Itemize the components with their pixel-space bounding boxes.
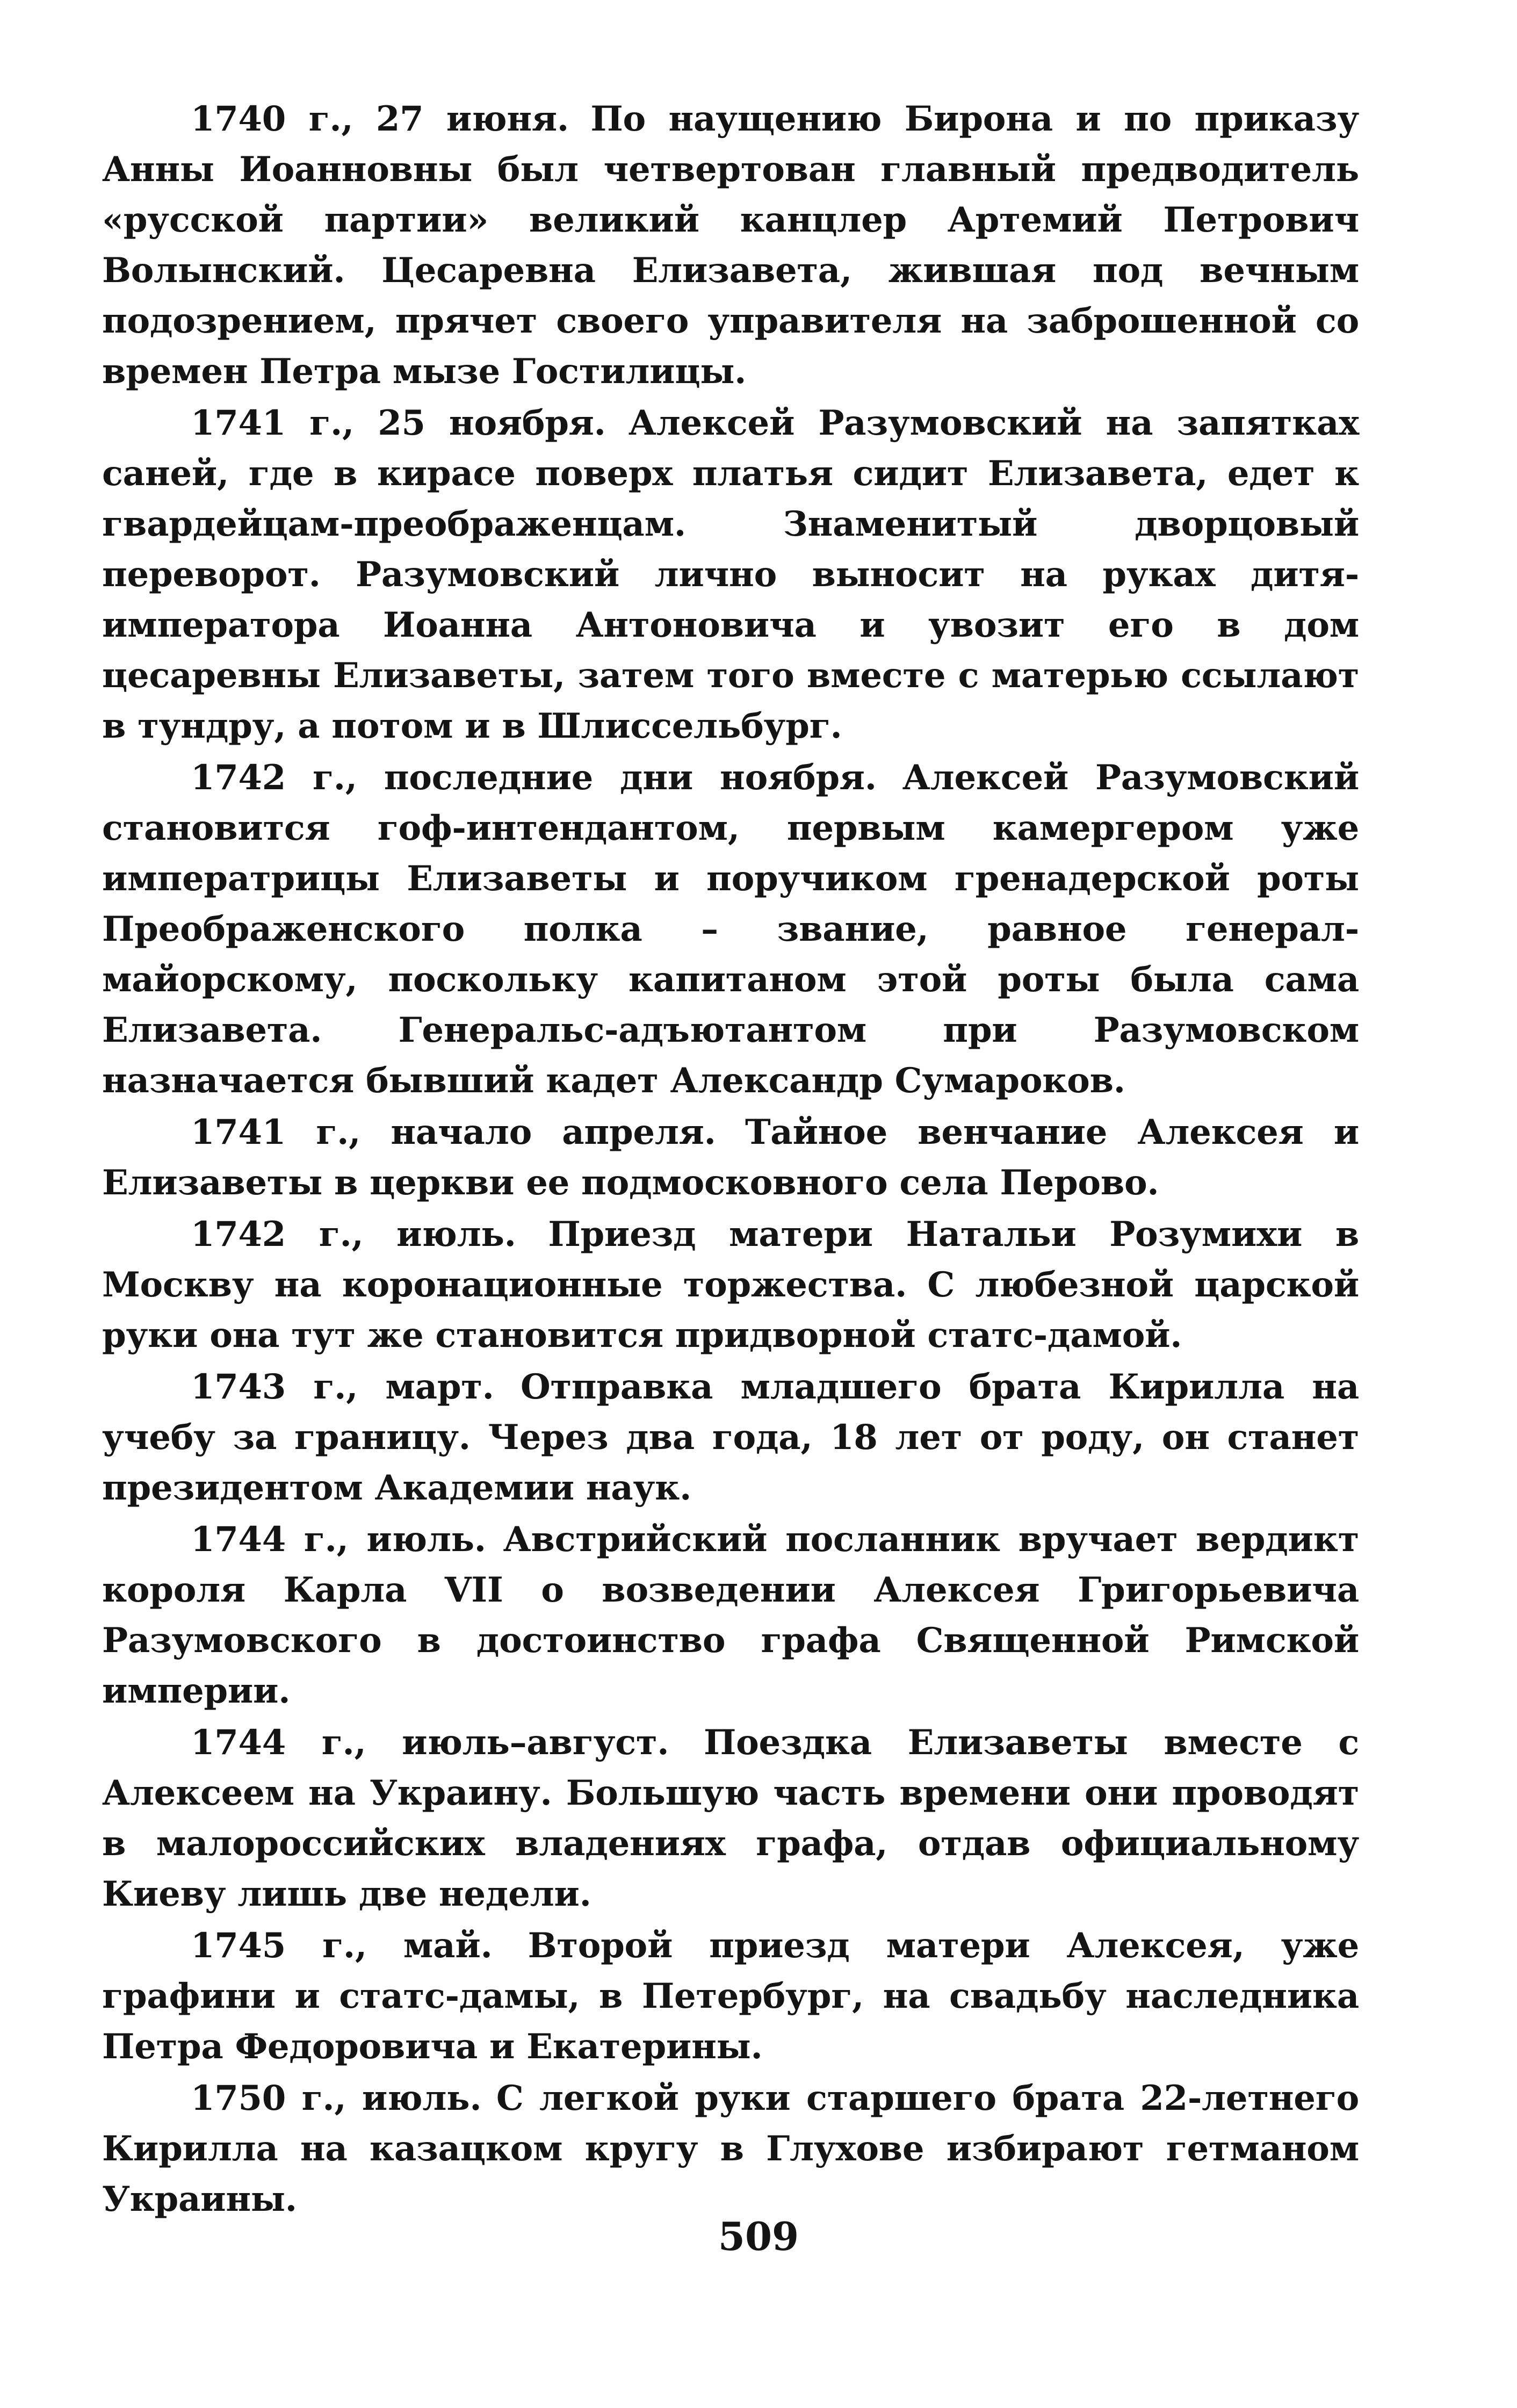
- chronology-entry: [102, 2073, 1359, 2225]
- entry-date: 1742 г., последние дни ноября.: [191, 758, 877, 798]
- chronology-entry: [102, 753, 1359, 1106]
- chronology-entry: [102, 1362, 1359, 1513]
- entry-text: Тайное венчание Алексея и Елизаветы в церкви ее подмосковного села Перово.: [102, 1112, 1359, 1203]
- entry-text: Приезд матери Натальи Розумихи в Москву на коронационные торжества. С любезной царской руки она тут же становится придворной статс-дамой.: [102, 1214, 1359, 1356]
- chronology-entry: [102, 1209, 1359, 1361]
- entry-date: 1740 г., 27 июня.: [191, 99, 569, 139]
- entry-date: 1744 г., июль–август.: [191, 1722, 669, 1763]
- entry-date: 1741 г., начало апреля.: [191, 1112, 716, 1152]
- entry-date: 1741 г., 25 ноября.: [191, 403, 606, 443]
- entry-text: Алексей Разумовский становится гоф-интендантом, первым камергером уже императрицы Елизаветы и поручиком гренадерской роты Преображенского полка – звание, равное генерал-майорскому, поскольку капитаном этой роты была сама Елизавета. Генеральс-адъютантом при Разумовском назначается бывший кадет Александр Сумароков.: [102, 758, 1359, 1101]
- entry-text: Поездка Елизаветы вместе с Алексеем на Украину. Большую часть времени они проводят в малороссийских владениях графа, отдав официальному Киеву лишь две недели.: [102, 1722, 1360, 1914]
- entry-text: С легкой руки старшего брата 22-летнего Кирилла на казацком кругу в Глухове избирают гетманом Украины.: [102, 2078, 1359, 2219]
- entry-text: Отправка младшего брата Кирилла на учебу за границу. Через два года, 18 лет от роду, он станет президентом Академии наук.: [102, 1367, 1359, 1508]
- entry-text: Австрийский посланник вручает вердикт короля Карла VII о возведении Алексея Григорьевича Разумовского в достоинство графа Священной Римской империи.: [102, 1519, 1359, 1711]
- page-body: [102, 94, 1359, 2226]
- entry-date: 1742 г., июль.: [191, 1214, 516, 1255]
- entry-date: 1750 г., июль.: [191, 2078, 482, 2118]
- chronology-entry: [102, 398, 1359, 752]
- chronology-entry: [102, 1107, 1359, 1208]
- chronology-entry: [102, 94, 1359, 397]
- chronology-entry: [102, 1921, 1359, 2072]
- chronology-entry: [102, 1515, 1359, 1717]
- entry-text: Второй приезд матери Алексея, уже графини и статс-дамы, в Петербург, на свадьбу наследника Петра Федоровича и Екатерины.: [102, 1926, 1359, 2067]
- chronology-entry: [102, 1718, 1359, 1920]
- entry-text: По наущению Бирона и по приказу Анны Иоанновны был четвертован главный предводитель «русской партии» великий канцлер Артемий Петрович Волынский. Цесаревна Елизавета, жившая под вечным подозрением, прячет своего управителя на заброшенной со времен Петра мызе Гостилицы.: [102, 99, 1360, 392]
- entry-text: Алексей Разумовский на запятках саней, где в кирасе поверх платья сидит Елизавета, едет к гвардейцам-преображенцам. Знаменитый дворцовый переворот. Разумовский лично выносит на руках дитя-императора Иоанна Антоновича и увозит его в дом цесаревны Елизаветы, затем того вместе с матерью ссылают в тундру, а потом и в Шлиссельбург.: [102, 403, 1359, 746]
- entry-date: 1745 г., май.: [191, 1926, 493, 1966]
- entry-date: 1744 г., июль.: [191, 1519, 486, 1560]
- page-number: 509: [718, 2214, 799, 2259]
- entry-date: 1743 г., март.: [191, 1367, 494, 1407]
